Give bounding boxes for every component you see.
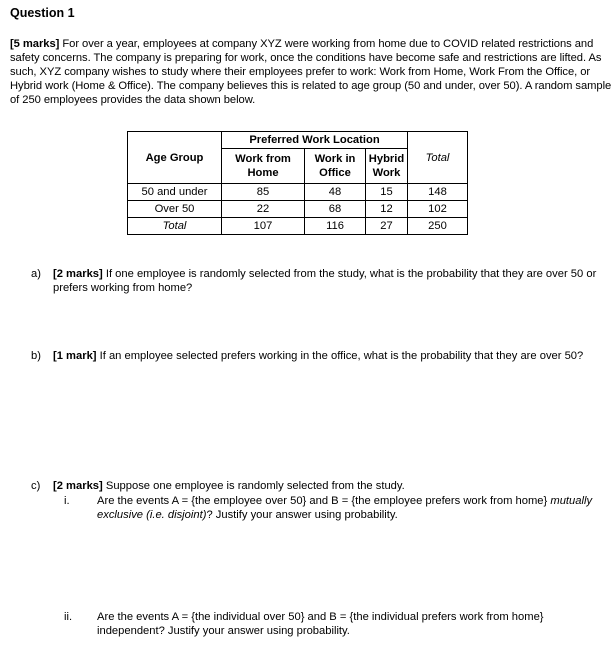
part-c-i-emph: mutually exclusive (i.e. disjoint) [97,495,593,521]
part-b-text: If an employee selected prefers working in the office, what is the probability that they are over 50? [96,350,584,362]
cell-total: 102 [408,201,468,218]
part-c-ii-label: ii. [64,611,73,623]
cell-total: 148 [408,184,468,201]
part-c-ii-text: Are the events A = {the individual over 50} and B = {the individual prefers work from home} independent? Justify your answer using probability. [97,611,544,637]
table-header-row [128,132,468,149]
cell-wfh: 107 [222,218,305,235]
part-c-i-label: i. [64,495,70,507]
age-group-header: Age Group [128,132,222,184]
row-label: Total [128,218,222,235]
intro-text: For over a year, employees at company XYZ were working from home due to COVID related restrictions and safety concerns. The company is preparing for work, once the conditions have become safe and restrictions are lifted. As such, XYZ company wishes to study where their employees prefer to work: Work from Home, Work From the Office, or Hybrid work (Home & Office). The company believes this is related to age group (50 and under, over 50). A random sample of 250 employees provides the data shown below. [10,38,612,106]
cell-hybrid: 27 [366,218,408,235]
part-c-text: Suppose one employee is randomly selected from the study. [102,480,405,492]
total-header: Total [408,132,468,184]
part-c-marks: [2 marks] [53,480,103,492]
table-row [128,201,468,218]
part-a-marks: [2 marks] [53,268,103,280]
part-a-text: If one employee is randomly selected from the study, what is the probability that they are over 50 or prefers working from home? [53,268,597,294]
part-b-marks: [1 mark] [53,350,97,362]
part-a [31,267,611,295]
part-c-label: c) [31,480,41,492]
work-in-office-header: Work in Office [305,149,366,184]
table-row [128,218,468,235]
intro-marks: [5 marks] [10,38,60,50]
cell-hybrid: 15 [366,184,408,201]
part-c-i-tail: ? Justify your answer using probability. [206,509,398,521]
row-label: 50 and under [128,184,222,201]
data-table [127,131,468,235]
question-title: Question 1 [10,6,75,20]
part-b [31,349,611,363]
cell-wfh: 22 [222,201,305,218]
part-a-label: a) [31,268,41,280]
cell-office: 116 [305,218,366,235]
cell-office: 68 [305,201,366,218]
table-row [128,184,468,201]
part-c-i-text: Are the events A = {the employee over 50} and B = {the employee prefers work from home} [97,495,551,507]
work-from-home-header: Work from Home [222,149,305,184]
preferred-location-header: Preferred Work Location [222,132,408,149]
question-intro [10,37,612,107]
cell-office: 48 [305,184,366,201]
cell-hybrid: 12 [366,201,408,218]
part-c [31,479,611,493]
part-c-ii [64,610,604,638]
cell-wfh: 85 [222,184,305,201]
cell-total: 250 [408,218,468,235]
hybrid-work-header: Hybrid Work [366,149,408,184]
part-c-i [64,494,604,522]
row-label: Over 50 [128,201,222,218]
part-b-label: b) [31,350,41,362]
